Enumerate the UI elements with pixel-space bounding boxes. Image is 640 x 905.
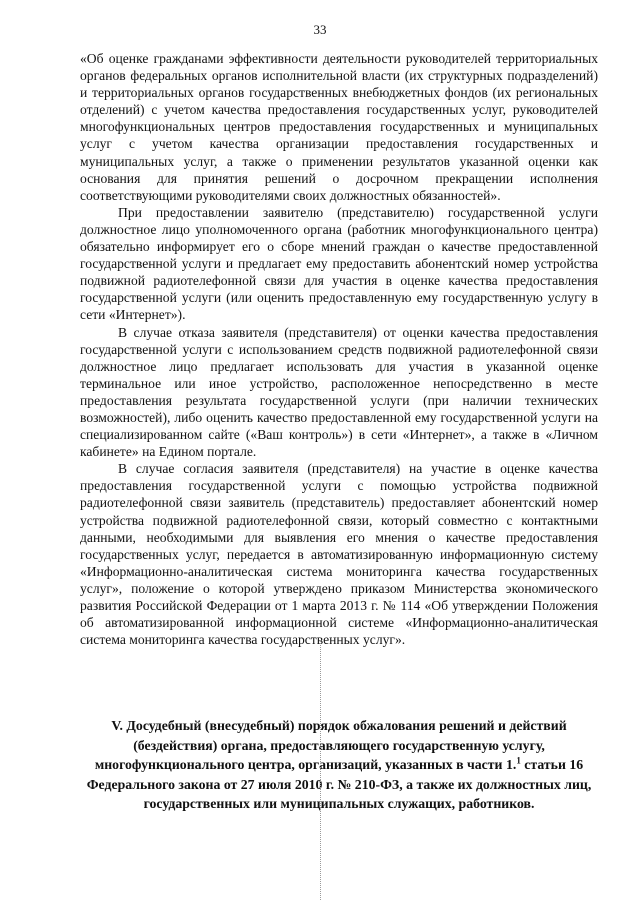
section-heading-part-1: V. Досудебный (внесудебный) порядок обжалования решений и действий (бездействия) органа, предоставляющего государственную услугу, многофункционального центра, организаций, указанных в части 1. xyxy=(94,718,567,772)
paragraph-4: В случае согласия заявителя (представителя) на участие в оценке качества предоставления государственной услуги с помощью устройства подвижной радиотелефонной связи заявитель (представитель) предоставляет абонентский номер устройства подвижной радиотелефонной связи, который совместно с контактными данными, необходимыми для выявления его мнения о качестве предоставления государственных услуг, передается в автоматизированную информационную систему «Информационно-аналитическая система мониторинга качества государственных услуг», положение о которой утверждено приказом Министерства экономического развития Российской Федерации от 1 марта 2013 г. № 114 «Об утверждении Положения об автоматизированной информационной системе «Информационно-аналитическая система мониторинга качества государственных услуг». xyxy=(80,461,598,648)
section-heading-part-2: статьи 16 Федерального закона от 27 июля 2010 г. № 210-ФЗ, а также их должностных лиц, государственных или муниципальных служащих, работников. xyxy=(86,757,592,811)
section-heading xyxy=(78,716,600,814)
paragraph-1: «Об оценке гражданами эффективности деятельности руководителей территориальных органов федеральных органов исполнительной власти (их структурных подразделений) и территориальных органов государственных внебюджетных фондов (их региональных отделений) с учетом качества предоставления государственных услуг, руководителей многофункциональных центров предоставления государственных и муниципальных услуг с учетом качества организации предоставления государственных и муниципальных услуг, а также о применении результатов указанной оценки как основания для принятия решений о досрочном прекращении исполнения соответствующими руководителями своих должностных обязанностей». xyxy=(80,51,598,203)
paragraph-2: При предоставлении заявителю (представителю) государственной услуги должностное лицо уполномоченного органа (работник многофункционального центра) обязательно информирует его о сборе мнений граждан о качестве предоставленной государственной услуги и предлагает ему предоставить абонентский номер устройства подвижной радиотелефонной связи для участия в оценке качества предоставления государственной услуги (или оценить предоставленную ему государственную услугу в сети «Интернет»). xyxy=(80,204,598,323)
body-text xyxy=(80,50,598,648)
page-number: 33 xyxy=(313,22,327,37)
scan-artifact-line xyxy=(320,640,321,900)
paragraph-3: В случае отказа заявителя (представителя) от оценки качества предоставления государственной услуги с использованием средств подвижной радиотелефонной связи должностное лицо предлагает использовать для участия в указанной оценке терминальное или иное устройство, расположенное непосредственно в месте предоставления результата государственной услуги (при наличии технических возможностей), либо оценить качество предоставленной ему государственной услуги на специализированном сайте («Ваш контроль») в сети «Интернет», а также в «Личном кабинете» на Едином портале. xyxy=(80,324,598,460)
section-heading-superscript: 1 xyxy=(516,755,521,766)
